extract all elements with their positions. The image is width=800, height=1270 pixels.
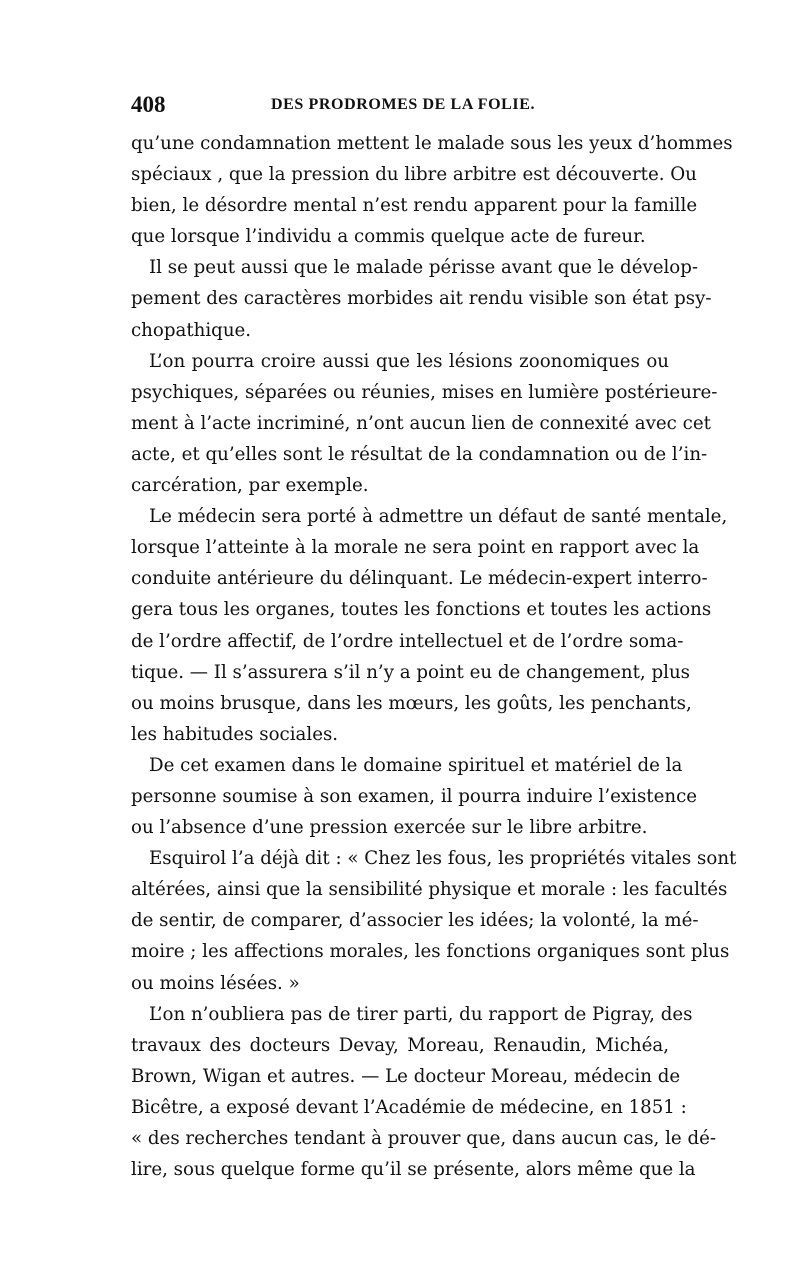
text-line: De cet examen dans le domaine spirituel et matériel de la [149, 754, 683, 776]
text-line: de sentir, de comparer, d’associer les idées; la volonté, la mé- [131, 910, 699, 932]
text-line: personne soumise à son examen, il pourra induire l’existence [131, 785, 698, 807]
text-line: travaux des docteurs Devay, Moreau, Renaudin, Michéa, [131, 1034, 669, 1056]
text-line: lire, sous quelque forme qu’il se présente, alors même que la [131, 1159, 696, 1181]
text-line: « des recherches tendant à prouver que, dans aucun cas, le dé- [131, 1128, 717, 1149]
text-line: altérées, ainsi que la sensibilité physique et morale : les facultés [131, 879, 728, 901]
text-line: Esquirol l’a déjà dit : « Chez les fous, les propriétés vitales sont [149, 848, 737, 870]
text-line: qu’une condamnation mettent le malade sous les yeux d’hommes [131, 133, 733, 154]
text-line: bien, le désordre mental n’est rendu apparent pour la famille [131, 195, 698, 217]
text-line: ou l’absence d’une pression exercée sur le libre arbitre. [131, 817, 648, 839]
text-line: moire ; les affections morales, les fonctions organiques sont plus [131, 941, 730, 963]
text-line: les habitudes sociales. [131, 723, 339, 745]
text-line: psychiques, séparées ou réunies, mises en lumière postérieure- [131, 381, 718, 403]
text-line: chopathique. [131, 319, 252, 341]
page-number: 408 [131, 92, 166, 117]
text-line: Le médecin sera porté à admettre un défaut de santé mentale, [149, 506, 728, 528]
text-line: ou moins lésées. » [131, 972, 300, 994]
text-line: L’on pourra croire aussi que les lésions zoonomiques ou [149, 350, 669, 372]
text-line: gera tous les organes, toutes les fonctions et toutes les actions [131, 599, 712, 621]
text-line: pement des caractères morbides ait rendu visible son état psy- [131, 288, 712, 310]
text-line: lorsque l’atteinte à la morale ne sera point en rapport avec la [131, 537, 700, 559]
text-line: acte, et qu’elles sont le résultat de la condamnation ou de l’in- [131, 443, 708, 465]
text-line: ment à l’acte incriminé, n’ont aucun lien de connexité avec cet [131, 412, 711, 434]
text-line: Il se peut aussi que le malade périsse avant que le dévelop- [149, 257, 699, 279]
running-head [131, 92, 669, 120]
text-line: conduite antérieure du délinquant. Le médecin-expert interro- [131, 568, 708, 590]
text-line: Bicêtre, a exposé devant l’Académie de médecine, en 1851 : [131, 1096, 687, 1118]
text-line: carcération, par exemple. [131, 475, 369, 497]
text-line: L’on n’oubliera pas de tirer parti, du rapport de Pigray, des [149, 1003, 693, 1025]
text-line: spéciaux , que la pression du libre arbitre est découverte. Ou [131, 164, 697, 186]
text-line: de l’ordre affectif, de l’ordre intellectuel et de l’ordre soma- [131, 630, 684, 652]
text-line: ou moins brusque, dans les mœurs, les goûts, les penchants, [131, 692, 692, 714]
text-line: que lorsque l’individu a commis quelque acte de fureur. [131, 226, 646, 248]
text-line: tique. — Il s’assurera s’il n’y a point eu de changement, plus [131, 661, 690, 683]
body-text [131, 128, 737, 1185]
text-line: Brown, Wigan et autres. — Le docteur Moreau, médecin de [131, 1065, 681, 1087]
running-title: DES PRODROMES DE LA FOLIE. [271, 96, 536, 113]
